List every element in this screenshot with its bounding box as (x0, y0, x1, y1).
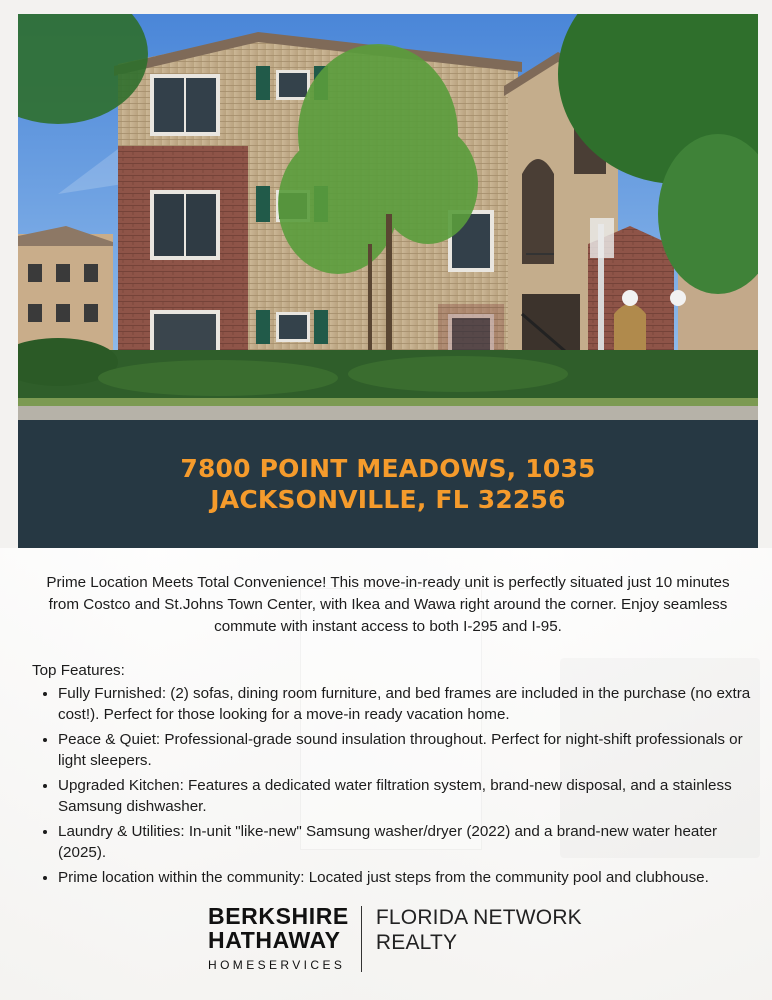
features-section (32, 660, 752, 892)
features-list (32, 683, 752, 888)
feature-item: • Upgraded Kitchen: Features a dedicated water filtration system, brand-new disposal, and a stainless Samsung dishwasher. (58, 775, 752, 817)
feature-item: • Prime location within the community: Located just steps from the community pool and clubhouse. (58, 867, 752, 888)
logo-word-2: HATHAWAY (208, 927, 341, 953)
features-heading: Top Features: (32, 662, 125, 679)
logo-divider (361, 906, 362, 972)
logo-word-1: BERKSHIRE (208, 903, 349, 929)
logo-subtitle: HOMESERVICES (208, 958, 346, 972)
listing-description: Prime Location Meets Total Convenience! This move-in-ready unit is perfectly situated just 10 minutes from Costco and St.Johns Town Center, with Ikea and Wawa right around the corner. Enjoy seamless commute with instant access to both I-295 and I-95. (46, 574, 730, 635)
feature-item: • Laundry & Utilities: In-unit "like-new" Samsung washer/dryer (2022) and a brand-new water heater (2025). (58, 821, 752, 863)
logo-wordmark (208, 904, 349, 972)
feature-item: • Fully Furnished: (2) sofas, dining room furniture, and bed frames are included in the purchase (no extra cost!). Perfect for those looking for a move-in ready vacation home. (58, 683, 752, 725)
address-line-2: JACKSONVILLE, FL 32256 (210, 485, 566, 514)
title-banner (18, 420, 758, 548)
property-photo (18, 14, 758, 420)
logo-office-line-2: REALTY (375, 931, 458, 954)
feature-item: • Peace & Quiet: Professional-grade sound insulation throughout. Perfect for night-shift professionals or light sleepers. (58, 729, 752, 771)
brokerage-logo (208, 904, 628, 974)
logo-office-line-1: FLORIDA NETWORK (375, 906, 582, 929)
logo-office (376, 905, 582, 955)
address-line-1: 7800 POINT MEADOWS, 1035 (180, 454, 596, 483)
